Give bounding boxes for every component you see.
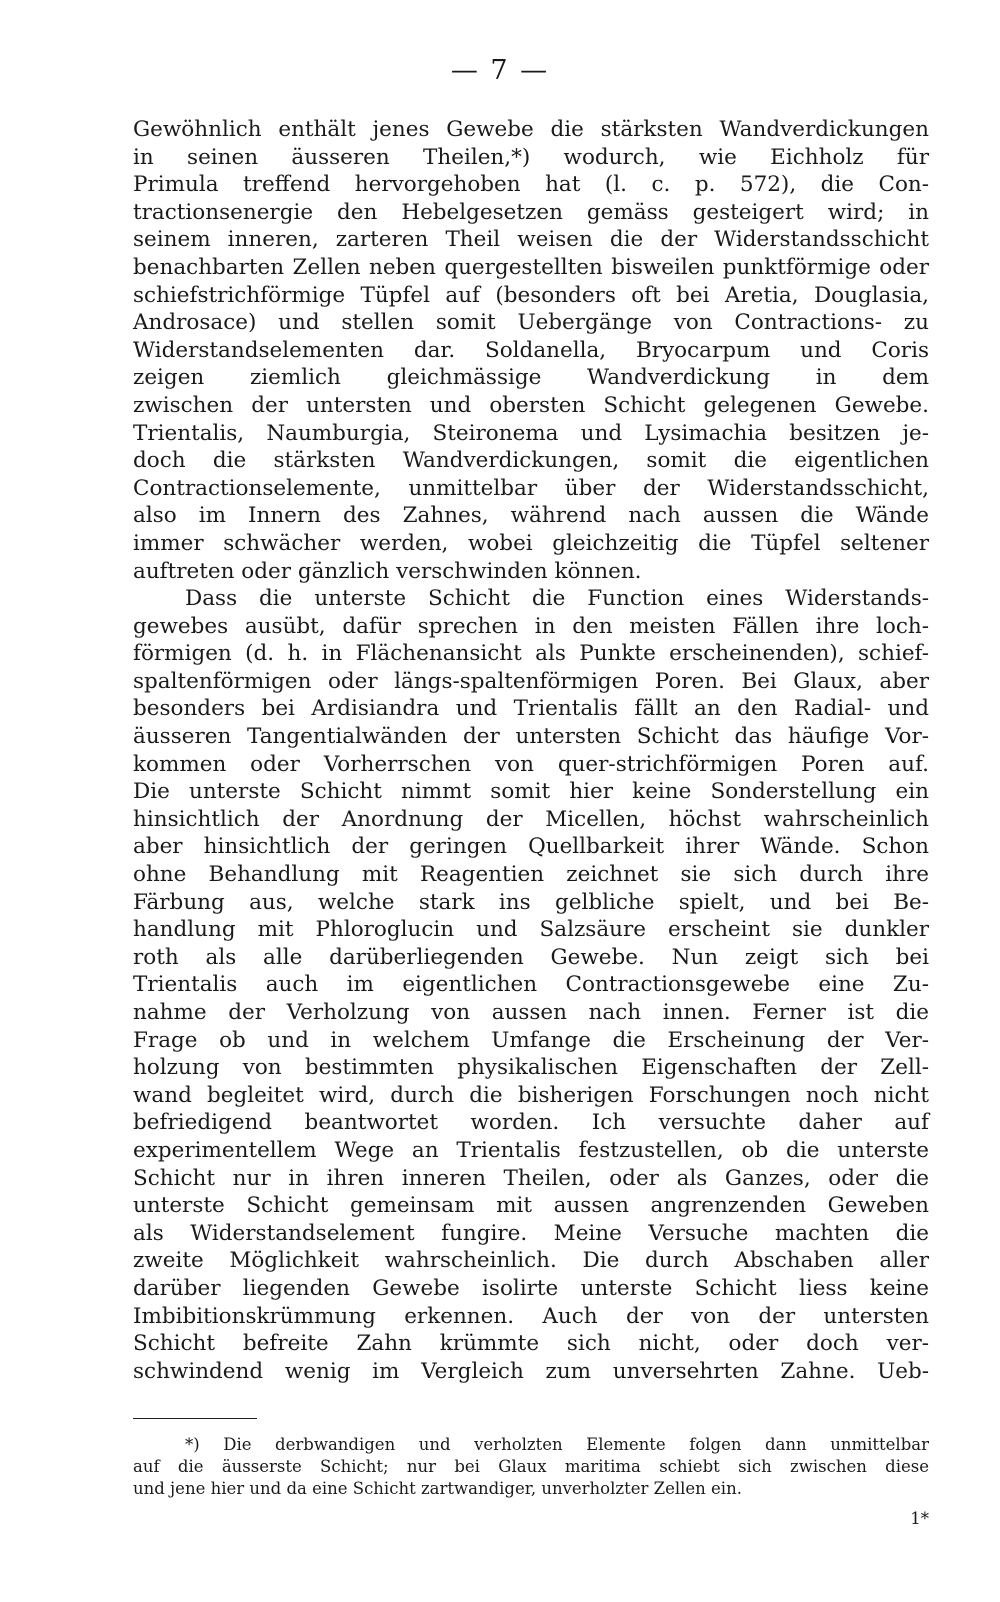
- footnote-rule: [133, 1418, 257, 1419]
- text-line: experimentellem Wege an Trientalis festzustellen, ob die unterste: [133, 1137, 929, 1163]
- text-line: Schicht befreite Zahn krümmte sich nicht, oder doch ver-: [133, 1331, 929, 1357]
- text-line: immer schwächer werden, wobei gleichzeitig die Tüpfel seltener: [133, 530, 929, 556]
- text-line: schiefstrichförmige Tüpfel auf (besonders oft bei Aretia, Douglasia,: [133, 282, 929, 308]
- text-line: Frage ob und in welchem Umfange die Erscheinung der Ver-: [133, 1027, 929, 1053]
- text-line: holzung von bestimmten physikalischen Eigenschaften der Zell-: [133, 1055, 929, 1081]
- text-line: Contractionselemente, unmittelbar über der Widerstandsschicht,: [133, 475, 929, 501]
- text-line: zweite Möglichkeit wahrscheinlich. Die durch Abschaben aller: [133, 1248, 929, 1274]
- footnote-line: und jene hier und da eine Schicht zartwandiger, unverholzter Zellen ein.: [133, 1479, 742, 1498]
- text-line: schwindend wenig im Vergleich zum unversehrten Zahne. Ueb-: [133, 1358, 929, 1384]
- text-line: also im Innern des Zahnes, während nach aussen die Wände: [133, 503, 929, 529]
- body-text: [133, 116, 929, 1385]
- text-line: Primula treffend hervorgehoben hat (l. c. p. 572), die Con-: [133, 172, 929, 198]
- text-line: Androsace) und stellen somit Uebergänge von Contractions- zu: [133, 310, 929, 336]
- text-line: förmigen (d. h. in Flächenansicht als Punkte erscheinenden), schief-: [133, 641, 929, 667]
- text-line: Schicht nur in ihren inneren Theilen, oder als Ganzes, oder die: [133, 1165, 929, 1191]
- footnote-line: auf die äusserste Schicht; nur bei Glaux maritima schiebt sich zwischen diese: [133, 1457, 929, 1476]
- text-line: ohne Behandlung mit Reagentien zeichnet sie sich durch ihre: [133, 862, 929, 888]
- text-line: Trientalis, Naumburgia, Steironema und Lysimachia besitzen je-: [133, 420, 929, 446]
- text-line: roth als alle darüberliegenden Gewebe. Nun zeigt sich bei: [133, 944, 929, 970]
- text-line: Die unterste Schicht nimmt somit hier keine Sonderstellung ein: [133, 779, 929, 805]
- text-line: zeigen ziemlich gleichmässige Wandverdickung in dem: [133, 365, 929, 391]
- text-line: Widerstandselementen dar. Soldanella, Bryocarpum und Coris: [133, 337, 929, 363]
- text-line: aber hinsichtlich der geringen Quellbarkeit ihrer Wände. Schon: [133, 834, 929, 860]
- page-number: — 7 —: [450, 55, 550, 86]
- text-line: handlung mit Phloroglucin und Salzsäure erscheint sie dunkler: [133, 917, 929, 943]
- text-line: äusseren Tangentialwänden der untersten Schicht das häufige Vor-: [133, 724, 929, 750]
- text-line: unterste Schicht gemeinsam mit aussen angrenzenden Geweben: [133, 1193, 929, 1219]
- text-line: Gewöhnlich enthält jenes Gewebe die stärksten Wandverdickungen: [133, 117, 929, 142]
- text-line: in seinen äusseren Theilen,*) wodurch, wie Eichholz für: [133, 144, 929, 170]
- footnote-line: *) Die derbwandigen und verholzten Elemente folgen dann unmittelbar: [185, 1435, 929, 1454]
- text-line: Imbibitionskrümmung erkennen. Auch der von der untersten: [133, 1303, 929, 1329]
- text-line: wand begleitet wird, durch die bisherigen Forschungen noch nicht: [133, 1082, 929, 1108]
- text-line: spaltenförmigen oder längs-spaltenförmigen Poren. Bei Glaux, aber: [133, 668, 929, 694]
- text-line: gewebes ausübt, dafür sprechen in den meisten Fällen ihre loch-: [133, 613, 929, 639]
- text-line: befriedigend beantwortet worden. Ich versuchte daher auf: [133, 1110, 929, 1136]
- text-line: darüber liegenden Gewebe isolirte unterste Schicht liess keine: [133, 1275, 929, 1301]
- text-line: kommen oder Vorherrschen von quer-strichförmigen Poren auf.: [133, 751, 929, 777]
- text-line: zwischen der untersten und obersten Schicht gelegenen Gewebe.: [133, 392, 929, 418]
- text-line: hinsichtlich der Anordnung der Micellen, höchst wahrscheinlich: [133, 806, 929, 832]
- text-line: Dass die unterste Schicht die Function eines Widerstands-: [185, 586, 929, 612]
- text-line: Färbung aus, welche stark ins gelbliche spielt, und bei Be-: [133, 889, 929, 915]
- text-line: als Widerstandselement fungire. Meine Versuche machten die: [133, 1220, 929, 1246]
- text-line: Trientalis auch im eigentlichen Contractionsgewebe eine Zu-: [133, 972, 929, 998]
- text-line: besonders bei Ardisiandra und Trientalis fällt an den Radial- und: [133, 696, 929, 722]
- signature-mark: 1*: [910, 1509, 929, 1528]
- footnote: [133, 1434, 929, 1500]
- text-line: nahme der Verholzung von aussen nach innen. Ferner ist die: [133, 1000, 929, 1025]
- text-line: seinem inneren, zarteren Theil weisen die der Widerstandsschicht: [133, 227, 929, 253]
- text-line: doch die stärksten Wandverdickungen, somit die eigentlichen: [133, 448, 929, 474]
- text-line: tractionsenergie den Hebelgesetzen gemäss gesteigert wird; in: [133, 199, 929, 225]
- text-line: benachbarten Zellen neben quergestellten bisweilen punktförmige oder: [133, 254, 929, 280]
- text-line: auftreten oder gänzlich verschwinden können.: [133, 558, 642, 584]
